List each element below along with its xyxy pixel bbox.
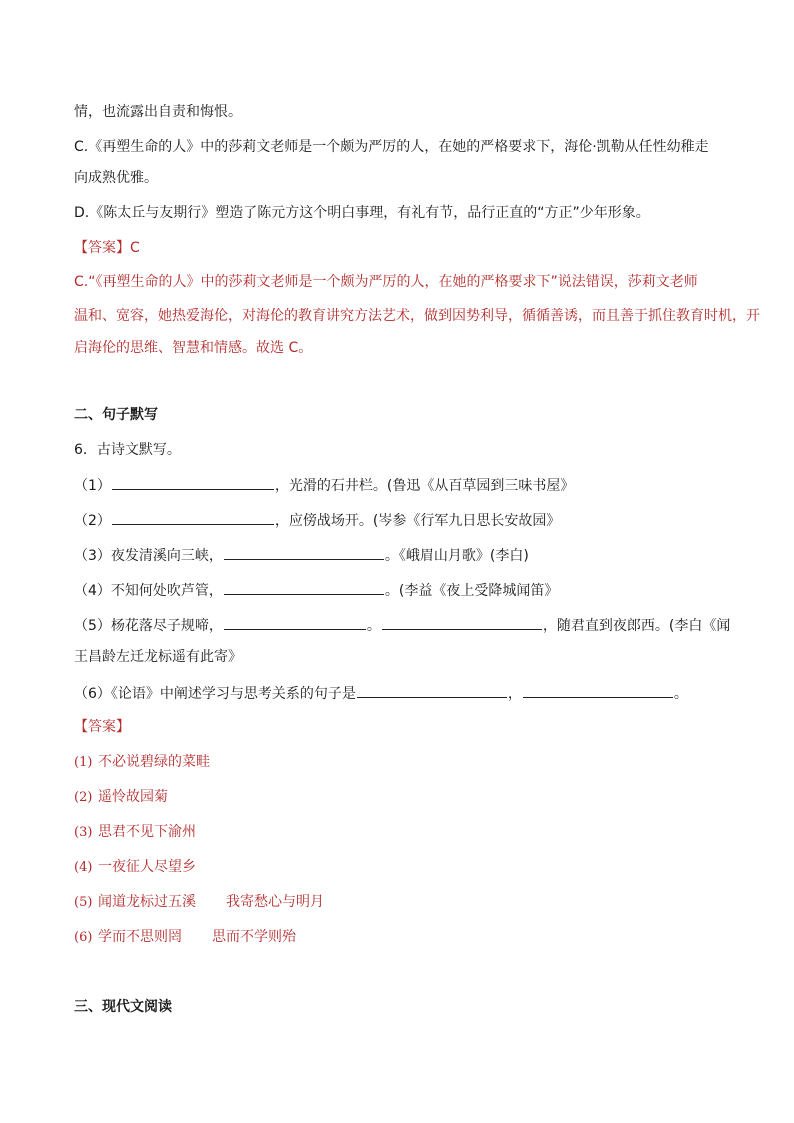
q6-item-2 xyxy=(74,509,560,531)
answer-number: (4) xyxy=(74,860,93,875)
answer-blank xyxy=(224,544,384,560)
item-number: （5） xyxy=(74,618,111,634)
q5-explanation-line1: C.“《再塑生命的人》中的莎莉文老师是一个颇为严厉的人，在她的严格要求下”说法错误，莎莉文老师 xyxy=(74,274,698,290)
section-3-title: 三、现代文阅读 xyxy=(74,999,172,1015)
answer-blank xyxy=(112,509,274,525)
q6-answer-5 xyxy=(74,892,324,913)
q6-answer-1 xyxy=(74,752,210,773)
item-number: （6） xyxy=(74,686,111,702)
answer-text: 闻道龙标过五溪 xyxy=(98,894,196,910)
item-text: 。(李益《夜上受降城闻笛》 xyxy=(384,583,559,599)
answer-blank xyxy=(224,579,384,595)
answer-blank xyxy=(523,682,673,698)
section-2-title: 二、句子默写 xyxy=(74,407,158,423)
answer-text-2: 思而不学则殆 xyxy=(212,929,296,945)
item-text: ，光滑的石井栏。(鲁迅《从百草园到三味书屋》 xyxy=(274,478,575,494)
q6-answer-3 xyxy=(74,822,196,843)
item-text: 。《峨眉山月歌》(李白) xyxy=(384,548,529,564)
answer-number: (6) xyxy=(74,930,93,945)
answer-number: (2) xyxy=(74,790,93,805)
q6-answer-label: 【答案】 xyxy=(74,719,130,735)
answer-text: 思君不见下渝州 xyxy=(98,824,196,840)
q5-option-c-line1: C.《再塑生命的人》中的莎莉文老师是一个颇为严厉的人，在她的严格要求下，海伦·凯勒从任性幼稚走 xyxy=(74,139,709,155)
q6-answer-2 xyxy=(74,787,168,808)
item-text: ，应傍战场开。(岑参《行军九日思长安故园》 xyxy=(274,513,561,529)
q6-item-6 xyxy=(74,682,688,704)
item-text: 《论语》中阐述学习与思考关系的句子是 xyxy=(110,686,356,702)
q6-item-4 xyxy=(74,579,558,601)
answer-blank xyxy=(112,474,274,490)
answer-number: (1) xyxy=(74,755,93,770)
q6-item-3 xyxy=(74,544,529,566)
item-text: ， xyxy=(507,686,522,702)
q6-stem: 6．古诗文默写。 xyxy=(74,442,181,458)
q6-answer-6 xyxy=(74,927,296,948)
q6-answer-4 xyxy=(74,857,196,878)
q5-continuation-text: 情，也流露出自责和悔恨。 xyxy=(74,104,242,120)
item-number: （4） xyxy=(74,583,111,599)
item-text: 夜发清溪向三峡， xyxy=(110,548,223,564)
answer-value: C xyxy=(130,240,140,256)
q6-item-5 xyxy=(74,614,730,636)
answer-blank xyxy=(382,614,542,630)
item-text: 杨花落尽子规啼， xyxy=(110,618,223,634)
answer-text: 遥怜故园菊 xyxy=(98,789,168,805)
answer-number: (3) xyxy=(74,825,93,840)
item-number: （1） xyxy=(74,478,111,494)
q6-item-5-continuation: 王昌龄左迁龙标遥有此寄》 xyxy=(74,649,242,665)
q5-answer xyxy=(74,238,140,258)
item-text: 不知何处吹芦管， xyxy=(110,583,223,599)
answer-text: 学而不思则罔 xyxy=(98,929,182,945)
q5-option-d: D.《陈太丘与友期行》塑造了陈元方这个明白事理，有礼有节，品行正直的“方正”少年形象。 xyxy=(74,205,650,221)
answer-text: 一夜征人尽望乡 xyxy=(98,859,196,875)
item-number: （2） xyxy=(74,513,111,529)
q6-item-1 xyxy=(74,474,574,496)
q5-explanation-line2: 温和、宽容，她热爱海伦，对海伦的教育讲究方法艺术，做到因势利导，循循善诱，而且善于抓住教育时机，开 xyxy=(74,308,760,324)
answer-blank xyxy=(357,682,507,698)
item-text: 。 xyxy=(366,618,381,634)
q5-option-c-line2: 向成熟优雅。 xyxy=(74,170,158,186)
answer-text-2: 我寄愁心与明月 xyxy=(226,894,324,910)
item-text: ，随君直到夜郎西。(李白《闻 xyxy=(542,618,731,634)
answer-text: 不必说碧绿的菜畦 xyxy=(98,754,210,770)
item-number: （3） xyxy=(74,548,111,564)
item-text: 。 xyxy=(673,686,688,702)
q5-explanation-line3: 启海伦的思维、智慧和情感。故选 C。 xyxy=(74,340,313,356)
answer-number: (5) xyxy=(74,895,93,910)
answer-label: 【答案】 xyxy=(74,240,130,256)
answer-blank xyxy=(224,614,366,630)
